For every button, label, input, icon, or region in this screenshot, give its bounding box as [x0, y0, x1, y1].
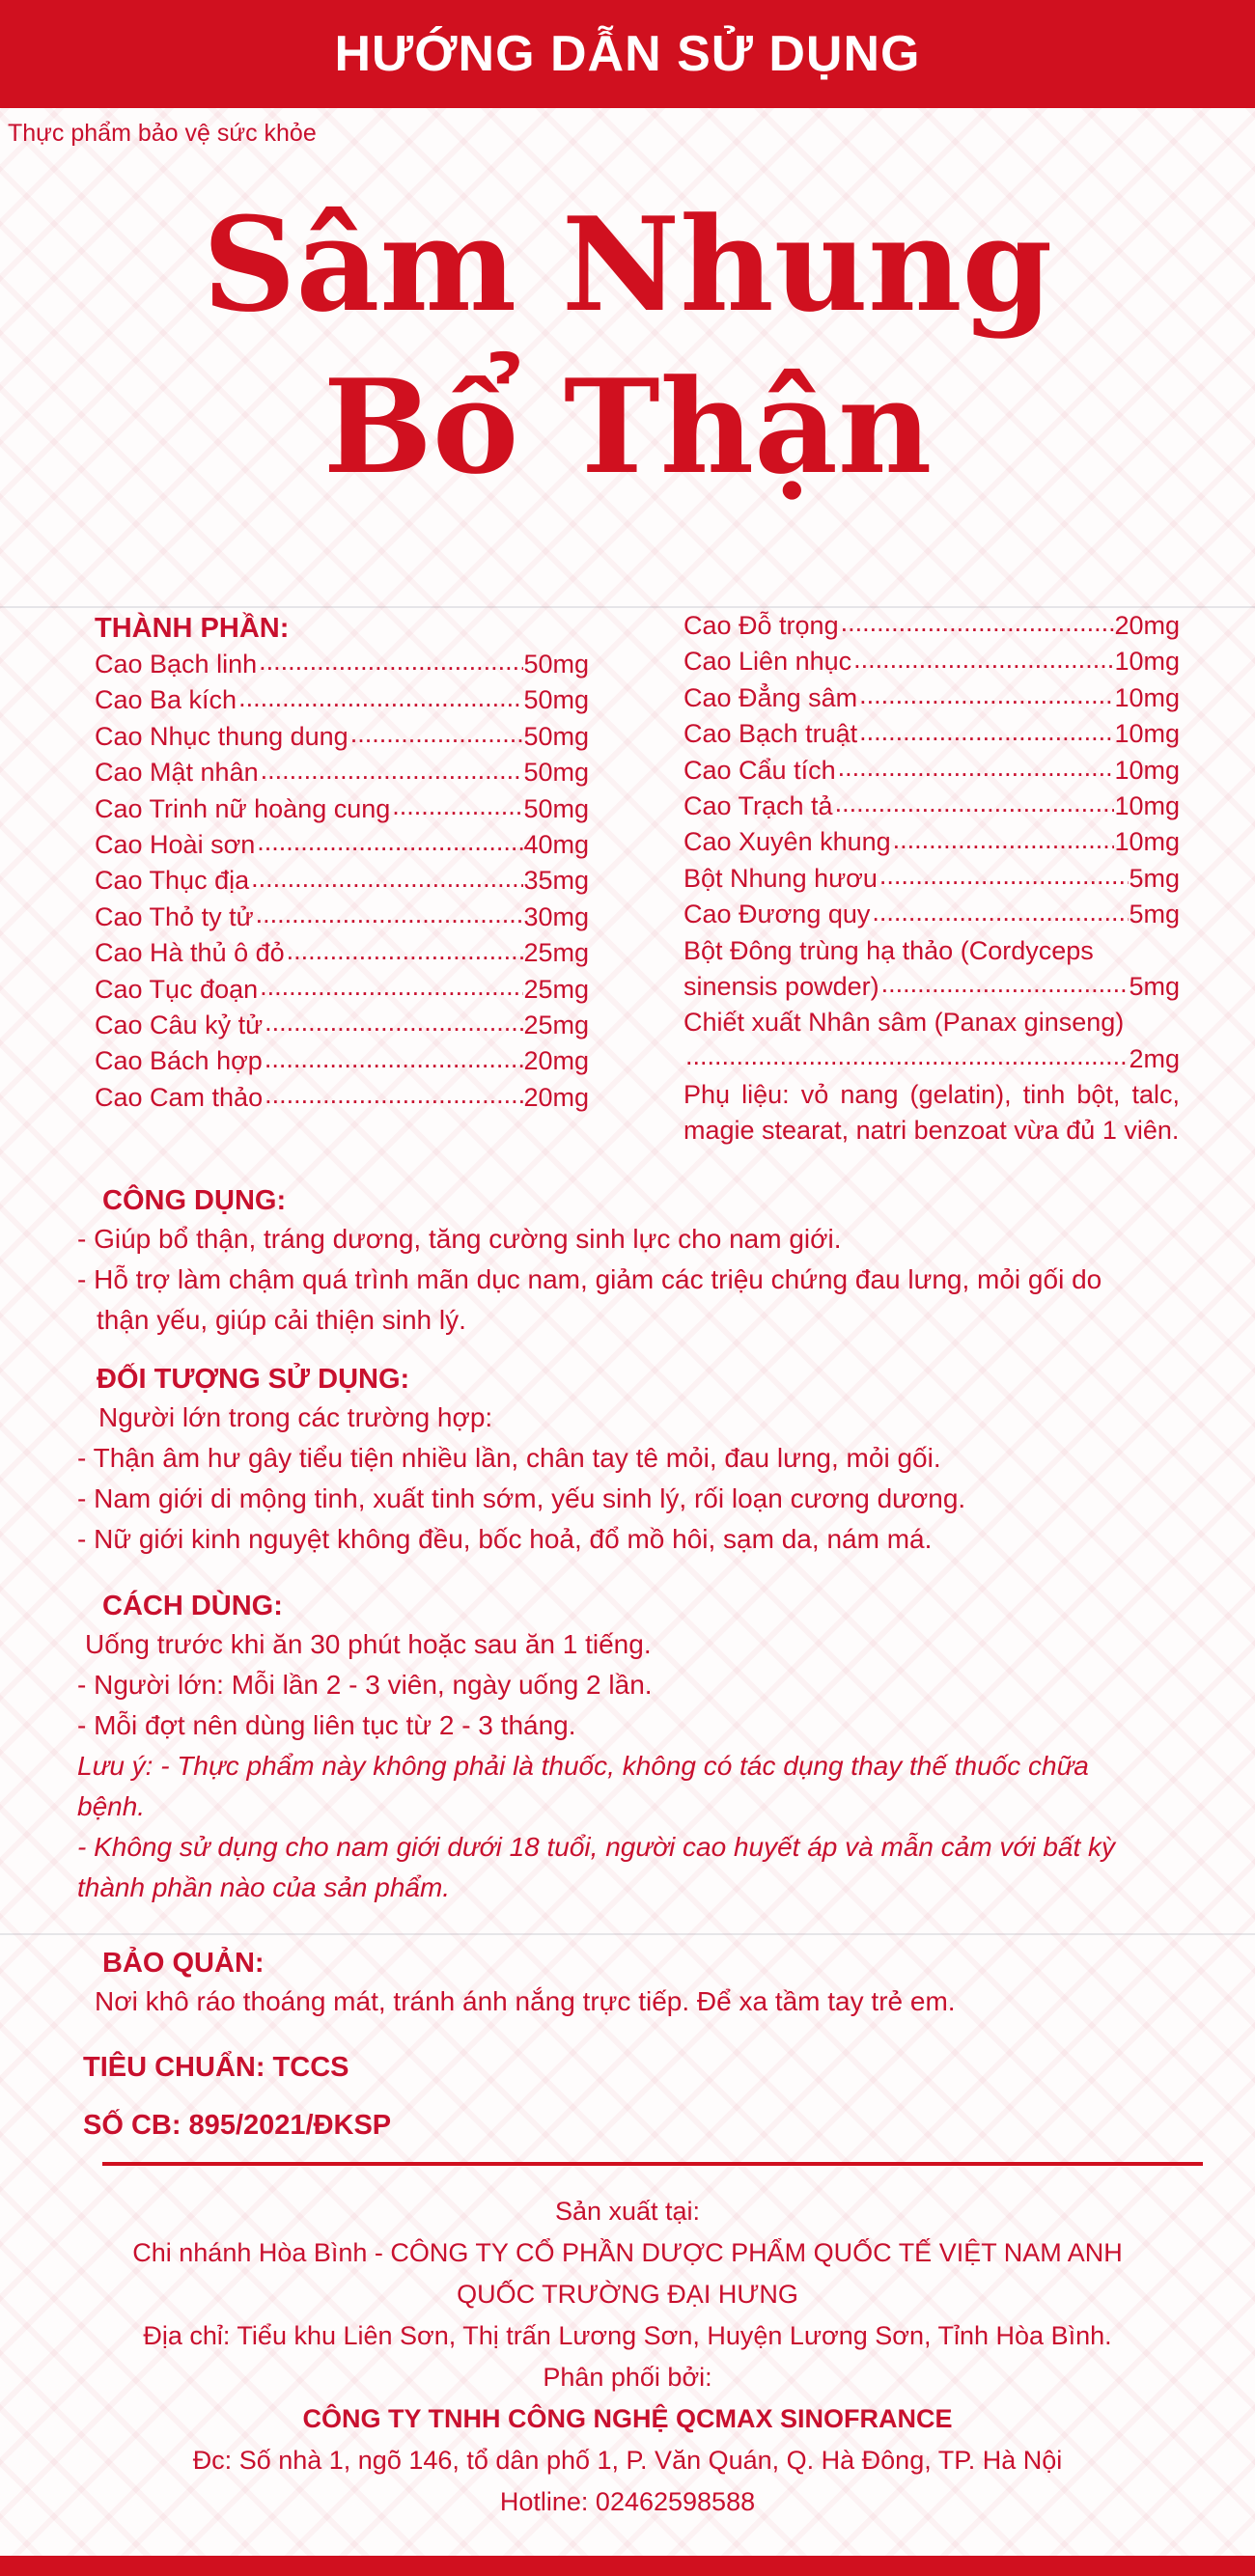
- ingredient-row: [95, 682, 589, 718]
- ingredient-name: Cao Đỗ trọng: [683, 611, 839, 640]
- ingredient-name: Chiết xuất Nhân sâm (Panax ginseng): [683, 1008, 1125, 1038]
- ingredient-name: Cao Thục địa: [95, 866, 250, 896]
- target-item: - Nam giới di mộng tinh, xuất tinh sớm, yếu sinh lý, rối loạn cương dương.: [77, 1483, 966, 1513]
- header-banner: [0, 0, 1255, 108]
- ingredient-amount: 50mg: [523, 758, 589, 788]
- ingredient-row: [683, 1041, 1180, 1077]
- leader-dots: [263, 1043, 524, 1079]
- usage-note: thành phần nào của sản phẩm.: [77, 1872, 451, 1902]
- target-item: Người lớn trong các trường hợp:: [98, 1402, 493, 1432]
- ingredient-amount: 25mg: [523, 974, 589, 1004]
- leader-dots: [878, 861, 1130, 897]
- ingredients-right-column: [683, 608, 1180, 1149]
- ingredient-amount: 35mg: [523, 866, 589, 896]
- ingredient-amount: 50mg: [523, 721, 589, 751]
- leader-dots: [254, 900, 524, 935]
- made-at-label: Sản xuất tại:: [554, 2197, 701, 2226]
- leader-dots: [891, 824, 1115, 860]
- ingredient-name: Cao Hà thủ ô đỏ: [95, 938, 285, 968]
- ingredient-name: Cao Xuyên khung: [683, 827, 891, 857]
- manufacturer-line-1: Chi nhánh Hòa Bình - CÔNG TY CỔ PHẦN DƯỢC PHẨM QUỐC TẾ VIỆT NAM ANH: [132, 2238, 1123, 2267]
- ingredient-amount: 10mg: [1114, 791, 1180, 821]
- ingredient-row: [95, 719, 589, 755]
- distributor-address: Đc: Số nhà 1, ngõ 146, tổ dân phố 1, P. Văn Quán, Q. Hà Đông, TP. Hà Nội: [192, 2446, 1063, 2475]
- ingredient-name: Cao Bạch truật: [683, 719, 858, 749]
- footer: [0, 2191, 1255, 2523]
- ingredient-amount: 20mg: [523, 1082, 589, 1112]
- ingredient-row: [95, 791, 589, 827]
- storage-heading: BẢO QUẢN:: [102, 1948, 265, 1979]
- excipients-text: Phụ liệu: vỏ nang (gelatin), tinh bột, talc, magie stearat, natri benzoat vừa đủ 1 viên.: [683, 1080, 1180, 1146]
- distributor-name: CÔNG TY TNHH CÔNG NGHỆ QCMAX SINOFRANCE: [302, 2404, 953, 2433]
- ingredient-row: [95, 647, 589, 682]
- ingredient-row: [95, 935, 589, 971]
- ingredient-row: [95, 863, 589, 899]
- leader-dots: [257, 647, 523, 682]
- ingredient-name: Cao Thỏ ty tử: [95, 901, 254, 931]
- usage-item: - Người lớn: Mỗi lần 2 - 3 viên, ngày uống 2 lần.: [77, 1670, 653, 1700]
- ingredients-heading: THÀNH PHẦN:: [95, 613, 290, 644]
- ingredient-amount: 10mg: [1114, 719, 1180, 749]
- leader-dots: [857, 680, 1114, 716]
- leader-dots: [349, 719, 524, 755]
- leader-dots: [836, 753, 1115, 789]
- leader-dots: [879, 969, 1130, 1005]
- ingredient-amount: 20mg: [523, 1046, 589, 1076]
- registration-number: SỐ CB: 895/2021/ĐKSP: [83, 2110, 392, 2141]
- leader-dots: [249, 863, 523, 899]
- footer-banner: [0, 2556, 1255, 2576]
- storage-text: Nơi khô ráo thoáng mát, tránh ánh nắng trực tiếp. Để xa tầm tay trẻ em.: [95, 1986, 956, 2016]
- target-heading: ĐỐI TƯỢNG SỬ DỤNG:: [97, 1364, 410, 1395]
- ingredient-row: [683, 789, 1180, 824]
- usage-note: Lưu ý: - Thực phẩm này không phải là thuốc, không có tác dụng thay thế thuốc chữa: [77, 1751, 1089, 1781]
- storage-section: [77, 1945, 1197, 2022]
- product-name-line-2: Bổ Thận: [322, 350, 933, 503]
- leader-dots: [390, 791, 523, 827]
- ingredient-name: Cao Tục đoạn: [95, 974, 259, 1004]
- distributed-by-label: Phân phối bởi:: [543, 2363, 712, 2392]
- ingredient-row: [683, 824, 1180, 860]
- product-name-line-1: Sâm Nhung: [202, 188, 1053, 341]
- leader-dots: [255, 827, 523, 863]
- ingredient-amount: 50mg: [523, 650, 589, 679]
- ingredient-row: [683, 753, 1180, 789]
- ingredient-amount: 5mg: [1129, 863, 1180, 893]
- ingredient-amount: 30mg: [523, 901, 589, 931]
- ingredient-name: Cao Trạch tả: [683, 791, 833, 821]
- target-item: - Thận âm hư gây tiểu tiện nhiều lần, chân tay tê mỏi, đau lưng, mỏi gối.: [77, 1443, 941, 1473]
- hotline: Hotline: 02462598588: [499, 2487, 756, 2516]
- ingredient-list-left: [95, 647, 589, 1116]
- ingredient-name: Cao Bách hợp: [95, 1046, 263, 1076]
- ingredient-amount: 25mg: [523, 938, 589, 968]
- ingredient-row: [95, 900, 589, 935]
- target-item: - Nữ giới kinh nguyệt không đều, bốc hoả, đổ mồ hôi, sạm da, nám má.: [77, 1524, 933, 1554]
- ingredient-name: Cao Trinh nữ hoàng cung: [95, 793, 391, 823]
- manufacturer-line-2: QUỐC TRƯỜNG ĐẠI HƯNG: [457, 2280, 798, 2309]
- ingredient-row: [95, 1043, 589, 1079]
- ingredient-name: Cao Mật nhân: [95, 758, 259, 788]
- ingredient-name: Cao Đương quy: [683, 900, 871, 929]
- ingredient-amount: 10mg: [1114, 647, 1180, 677]
- ingredient-amount: 5mg: [1129, 972, 1180, 1002]
- ingredient-row: [683, 933, 1180, 969]
- leader-dots: [237, 682, 523, 718]
- ingredient-row: [95, 827, 589, 863]
- leader-dots: [833, 789, 1115, 824]
- uses-item: - Giúp bổ thận, tráng dương, tăng cường sinh lực cho nam giới.: [77, 1224, 842, 1254]
- uses-item: thận yếu, giúp cải thiện sinh lý.: [97, 1305, 466, 1335]
- ingredient-name: Cao Hoài sơn: [95, 830, 256, 860]
- uses-item: - Hỗ trợ làm chậm quá trình mãn dục nam, giảm các triệu chứng đau lưng, mỏi gối do: [77, 1264, 1102, 1294]
- ingredient-row: [683, 969, 1180, 1005]
- ingredients-left-column: [95, 610, 589, 1116]
- uses-section: [77, 1182, 1197, 1341]
- usage-note: - Không sử dụng cho nam giới dưới 18 tuổi, người cao huyết áp và mẫn cảm với bất kỳ: [77, 1832, 1116, 1862]
- ingredient-amount: 50mg: [523, 793, 589, 823]
- fold-line: [0, 1933, 1255, 1935]
- ingredient-amount: 20mg: [1114, 611, 1180, 640]
- ingredient-name: Cao Bạch linh: [95, 650, 258, 679]
- product-name: [0, 183, 1255, 508]
- ingredient-row: [95, 755, 589, 790]
- ingredient-row: [683, 716, 1180, 752]
- leader-dots: [839, 608, 1115, 644]
- ingredient-name: Cao Ba kích: [95, 685, 237, 715]
- ingredient-amount: 2mg: [1129, 1043, 1180, 1073]
- ingredient-name: Cao Cam thảo: [95, 1082, 264, 1112]
- ingredient-row: [683, 1005, 1180, 1040]
- ingredient-row: [95, 1008, 589, 1043]
- usage-section: [77, 1588, 1197, 1908]
- leader-dots: [851, 644, 1114, 679]
- usage-note: bệnh.: [77, 1791, 146, 1821]
- ingredient-amount: 10mg: [1114, 827, 1180, 857]
- ingredient-name: Cao Cẩu tích: [683, 755, 836, 785]
- ingredient-amount: 10mg: [1114, 755, 1180, 785]
- target-section: [77, 1361, 1197, 1560]
- ingredient-name: Bột Đông trùng hạ thảo (Cordyceps: [683, 935, 1094, 965]
- leader-dots: [683, 1041, 1129, 1077]
- leader-dots: [258, 972, 523, 1008]
- uses-heading: CÔNG DỤNG:: [102, 1185, 287, 1216]
- ingredient-name: Bột Nhung hươu: [683, 863, 878, 893]
- ingredient-name: Cao Nhục thung dung: [95, 721, 349, 751]
- leader-dots: [263, 1080, 523, 1116]
- ingredient-row: [683, 644, 1180, 679]
- ingredient-row: [95, 972, 589, 1008]
- ingredient-amount: 50mg: [523, 685, 589, 715]
- ingredient-row: [683, 897, 1180, 932]
- leader-dots: [870, 897, 1129, 932]
- leader-dots: [263, 1008, 523, 1043]
- ingredient-list-right: [683, 608, 1180, 933]
- ingredient-row: [95, 1080, 589, 1116]
- leader-dots: [259, 755, 524, 790]
- ingredient-amount: 25mg: [523, 1011, 589, 1040]
- leader-dots: [285, 935, 524, 971]
- leader-dots: [857, 716, 1114, 752]
- ingredient-amount: 40mg: [523, 830, 589, 860]
- ingredient-row: [683, 608, 1180, 644]
- ingredient-amount: 10mg: [1114, 682, 1180, 712]
- ingredient-row: [683, 861, 1180, 897]
- ingredient-amount: 5mg: [1129, 900, 1180, 929]
- usage-heading: CÁCH DÙNG:: [102, 1591, 283, 1621]
- standard-label: TIÊU CHUẨN: TCCS: [83, 2052, 349, 2083]
- ingredient-name: Cao Đẳng sâm: [683, 682, 858, 712]
- product-category: Thực phẩm bảo vệ sức khỏe: [8, 120, 317, 147]
- manufacturer-address: Địa chỉ: Tiểu khu Liên Sơn, Thị trấn Lương Sơn, Huyện Lương Sơn, Tỉnh Hòa Bình.: [143, 2321, 1112, 2350]
- divider: [102, 2162, 1203, 2166]
- ingredient-name: sinensis powder): [683, 972, 879, 1002]
- usage-item: Uống trước khi ăn 30 phút hoặc sau ăn 1 tiếng.: [85, 1629, 652, 1659]
- ingredient-name: Cao Câu kỷ tử: [95, 1011, 264, 1040]
- ingredient-name: Cao Liên nhục: [683, 647, 852, 677]
- ingredient-row: [683, 680, 1180, 716]
- usage-item: - Mỗi đợt nên dùng liên tục từ 2 - 3 tháng.: [77, 1710, 576, 1740]
- header-title: HƯỚNG DẪN SỬ DỤNG: [334, 26, 921, 82]
